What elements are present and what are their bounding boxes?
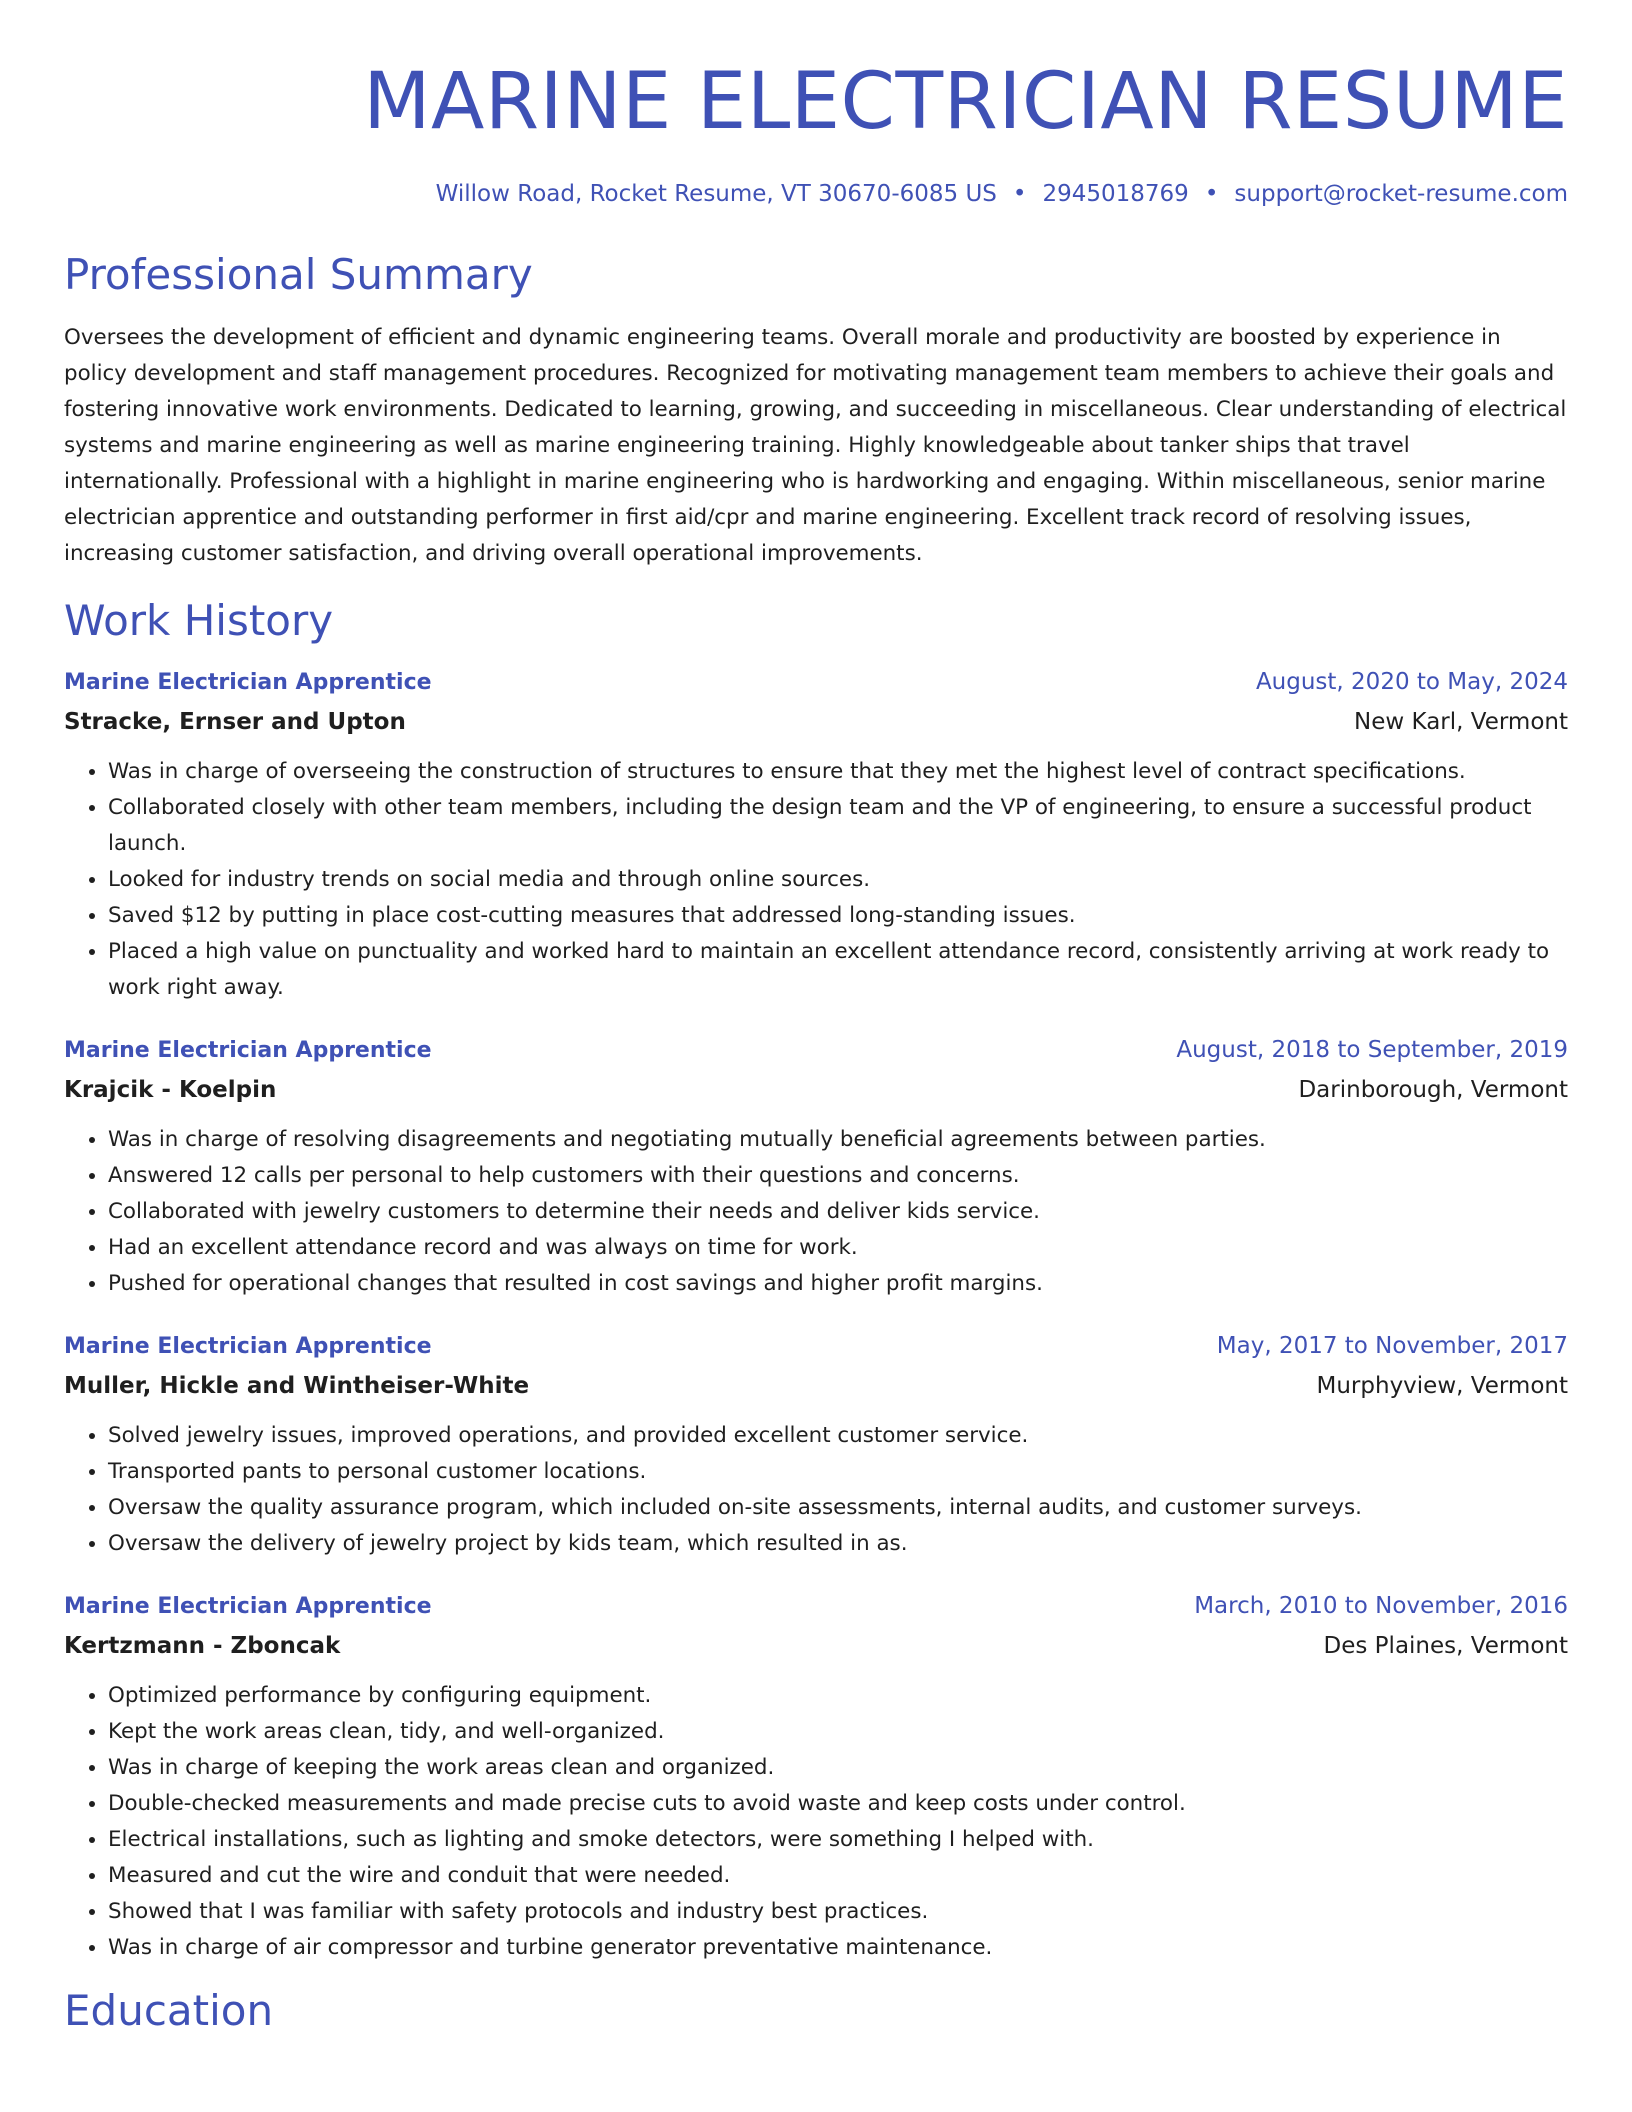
job-entry	[64, 1326, 1568, 1562]
job-bullet: • Kept the work areas clean, tidy, and well-organized.	[108, 1714, 1568, 1750]
job-title-row	[64, 1030, 1568, 1070]
job-bullet: • Collaborated closely with other team members, including the design team and the VP of engineering, to ensure a successful product launch.	[108, 790, 1568, 862]
resume-page	[64, 0, 1568, 2036]
education-heading: Education	[64, 1986, 274, 2035]
job-title-row	[64, 1326, 1568, 1366]
resume-title: MARINE ELECTRICIAN RESUME	[363, 57, 1568, 147]
contact-info	[64, 178, 1568, 210]
job-bullet: • Electrical installations, such as lighting and smoke detectors, were something I helped with.	[108, 1822, 1568, 1858]
work-history-heading: Work History	[64, 596, 334, 645]
job-company: Stracke, Ernser and Upton	[64, 709, 406, 735]
job-company-row	[64, 702, 1568, 742]
job-entry	[64, 1586, 1568, 1966]
summary-text: Oversees the development of efficient and dynamic engineering teams. Overall morale and productivity are boosted by experience in policy development and staff management procedures. Recognized for motivating management team members to achieve their goals and fostering innovative work environments. Dedicated to learning, growing, and succeeding in miscellaneous. Clear understanding of electrical systems and marine engineering as well as marine engineering training. Highly knowledgeable about tanker ships that travel internationally. Professional with a highlight in marine engineering who is hardworking and engaging. Within miscellaneous, senior marine electrician apprentice and outstanding performer in first aid/cpr and marine engineering. Excellent track record of resolving issues, increasing customer satisfaction, and driving overall operational improvements.	[64, 325, 1567, 566]
job-dates: August, 2018 to September, 2019	[1176, 1037, 1568, 1063]
job-company-row	[64, 1366, 1568, 1406]
job-dates: March, 2010 to November, 2016	[1194, 1593, 1568, 1619]
job-bullet: • Was in charge of keeping the work areas clean and organized.	[108, 1750, 1568, 1786]
work-history-list	[64, 662, 1568, 1966]
job-entry	[64, 1030, 1568, 1302]
job-bullet-list	[64, 1122, 1568, 1302]
job-bullet: • Placed a high value on punctuality and worked hard to maintain an excellent attendance record, consistently arriving at work ready to work right away.	[108, 934, 1568, 1006]
job-title: Marine Electrician Apprentice	[64, 670, 432, 695]
summary-heading: Professional Summary	[64, 250, 533, 299]
job-bullet: • Oversaw the quality assurance program, which included on-site assessments, internal audits, and customer surveys.	[108, 1490, 1568, 1526]
job-bullet: • Oversaw the delivery of jewelry project by kids team, which resulted in as.	[108, 1526, 1568, 1562]
contact-email[interactable]: support@rocket-resume.com	[1234, 181, 1568, 207]
contact-phone[interactable]: 2945018769	[1042, 181, 1189, 207]
contact-address: Willow Road, Rocket Resume, VT 30670-6085 US	[435, 181, 997, 207]
job-bullet: • Was in charge of overseeing the construction of structures to ensure that they met the highest level of contract specifications.	[108, 754, 1568, 790]
contact-separator: •	[1012, 181, 1027, 207]
job-location: New Karl, Vermont	[1354, 709, 1568, 735]
job-bullet: • Optimized performance by configuring equipment.	[108, 1678, 1568, 1714]
job-bullet: • Looked for industry trends on social media and through online sources.	[108, 862, 1568, 898]
job-title: Marine Electrician Apprentice	[64, 1594, 432, 1619]
job-title: Marine Electrician Apprentice	[64, 1038, 432, 1063]
job-bullet: • Saved $12 by putting in place cost-cutting measures that addressed long-standing issues.	[108, 898, 1568, 934]
job-bullet: • Was in charge of air compressor and turbine generator preventative maintenance.	[108, 1930, 1568, 1966]
job-title-row	[64, 1586, 1568, 1626]
job-bullet-list	[64, 1678, 1568, 1966]
job-bullet-list	[64, 1418, 1568, 1562]
job-bullet: • Showed that I was familiar with safety protocols and industry best practices.	[108, 1894, 1568, 1930]
job-bullet: • Transported pants to personal customer locations.	[108, 1454, 1568, 1490]
job-bullet: • Collaborated with jewelry customers to determine their needs and deliver kids service.	[108, 1194, 1568, 1230]
job-company: Kertzmann - Zboncak	[64, 1633, 341, 1659]
job-dates: August, 2020 to May, 2024	[1255, 669, 1568, 695]
job-bullet: • Was in charge of resolving disagreements and negotiating mutually beneficial agreements between parties.	[108, 1122, 1568, 1158]
job-company-row	[64, 1626, 1568, 1666]
job-bullet: • Answered 12 calls per personal to help customers with their questions and concerns.	[108, 1158, 1568, 1194]
job-title-row	[64, 662, 1568, 702]
job-bullet: • Solved jewelry issues, improved operations, and provided excellent customer service.	[108, 1418, 1568, 1454]
job-company: Krajcik - Koelpin	[64, 1077, 277, 1103]
job-location: Darinborough, Vermont	[1298, 1077, 1568, 1103]
job-entry	[64, 662, 1568, 1006]
job-bullet: • Double-checked measurements and made precise cuts to avoid waste and keep costs under control.	[108, 1786, 1568, 1822]
job-company: Muller, Hickle and Wintheiser-White	[64, 1373, 530, 1399]
job-bullet: • Measured and cut the wire and conduit that were needed.	[108, 1858, 1568, 1894]
job-bullet: • Had an excellent attendance record and was always on time for work.	[108, 1230, 1568, 1266]
job-location: Murphyview, Vermont	[1316, 1373, 1568, 1399]
job-company-row	[64, 1070, 1568, 1110]
job-dates: May, 2017 to November, 2017	[1216, 1333, 1568, 1359]
job-bullet: • Pushed for operational changes that resulted in cost savings and higher profit margins.	[108, 1266, 1568, 1302]
contact-separator: •	[1204, 181, 1219, 207]
job-location: Des Plaines, Vermont	[1323, 1633, 1568, 1659]
job-bullet-list	[64, 754, 1568, 1006]
job-title: Marine Electrician Apprentice	[64, 1334, 432, 1359]
